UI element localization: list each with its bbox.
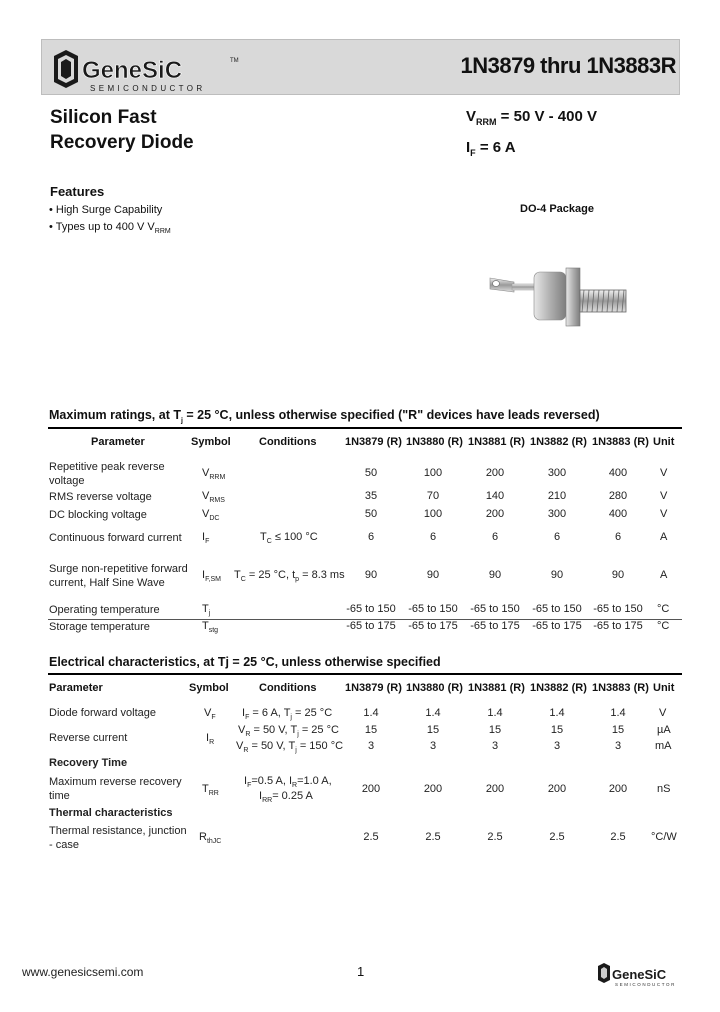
- symbol-cell: $I_{F,SM}$: [202, 569, 222, 584]
- value-cell: 6: [614, 531, 622, 543]
- value-cell: -65 to 150: [470, 603, 520, 615]
- symbol-cell: $V_{DC}$: [202, 508, 220, 523]
- symbol-cell: $T_{RR}$: [202, 783, 219, 798]
- value-cell: 3: [553, 740, 561, 752]
- col-header: 1N3879 (R): [345, 682, 402, 694]
- conditions-cell: $I_{RR}= 0.25$ A: [259, 790, 313, 805]
- value-cell: 1.4: [549, 707, 565, 719]
- unit-cell: °C: [657, 603, 670, 615]
- value-cell: 200: [485, 508, 505, 520]
- col-header: Symbol: [191, 436, 231, 448]
- value-cell: 90: [611, 569, 625, 581]
- value-cell: -65 to 150: [532, 603, 582, 615]
- value-cell: 90: [550, 569, 564, 581]
- symbol-cell: $R_{thJC}$: [199, 831, 222, 846]
- symbol-cell: $V_{RRM}$: [202, 467, 226, 482]
- value-cell: 140: [485, 490, 505, 502]
- value-cell: 400: [608, 508, 628, 520]
- footer-logo-tagline: SEMICONDUCTOR: [615, 982, 676, 987]
- value-cell: 90: [426, 569, 440, 581]
- value-cell: -65 to 175: [593, 620, 643, 632]
- col-header: Unit: [653, 436, 675, 448]
- value-cell: -65 to 150: [593, 603, 643, 615]
- value-cell: -65 to 150: [408, 603, 458, 615]
- conditions-cell: $T_C = 25$ °C, $t_p = 8.3$ ms: [234, 569, 345, 584]
- logo-tagline: SEMICONDUCTOR: [90, 84, 206, 93]
- value-cell: 200: [485, 467, 505, 479]
- unit-cell: V: [659, 707, 667, 719]
- param-cell: Repetitive peak reverse voltage: [49, 461, 165, 487]
- value-cell: 3: [367, 740, 375, 752]
- value-cell: 100: [423, 467, 443, 479]
- value-cell: 2.5: [487, 831, 503, 843]
- footer-logo: [596, 960, 702, 988]
- value-cell: 210: [547, 490, 567, 502]
- value-cell: 200: [608, 783, 628, 795]
- symbol-cell: $T_{stg}$: [202, 620, 219, 635]
- divider: [48, 619, 682, 620]
- value-cell: 3: [614, 740, 622, 752]
- param-cell: Maximum reverse recovery time: [49, 776, 182, 802]
- value-cell: -65 to 175: [408, 620, 458, 632]
- features-heading: Features: [50, 184, 105, 199]
- value-cell: 15: [611, 724, 625, 736]
- col-header: Symbol: [189, 682, 229, 694]
- spec-vrrm: $V_{RRM} = 50$ V - 400 V: [466, 108, 597, 127]
- param-cell: Operating temperature: [49, 604, 160, 616]
- max-ratings-table: [48, 427, 682, 642]
- value-cell: 2.5: [610, 831, 626, 843]
- col-header: 1N3880 (R): [406, 682, 463, 694]
- value-cell: 50: [364, 508, 378, 520]
- diode-package-image: [484, 262, 634, 337]
- value-cell: 200: [361, 783, 381, 795]
- thermal-heading: Thermal characteristics: [49, 807, 173, 819]
- conditions-cell: $V_R = 50$ V, $T_j = 150$ °C: [236, 740, 344, 755]
- spec-if: $I_F = 6$ A: [466, 139, 516, 158]
- part-number: 1N3879 thru 1N3883R: [460, 53, 676, 78]
- param-cell: Surge non-repetitive forward current, Half Sine Wave: [49, 563, 188, 589]
- value-cell: 50: [364, 467, 378, 479]
- package-label: DO-4 Package: [520, 203, 594, 215]
- title-line1: Silicon Fast: [50, 107, 157, 128]
- value-cell: 200: [547, 783, 567, 795]
- value-cell: 6: [367, 531, 375, 543]
- conditions-cell: $T_C \le 100$ °C: [260, 531, 318, 546]
- value-cell: 1.4: [363, 707, 379, 719]
- col-header: 1N3882 (R): [530, 682, 587, 694]
- value-cell: 300: [547, 508, 567, 520]
- param-cell: Thermal resistance, junction - case: [49, 825, 187, 851]
- value-cell: 1.4: [610, 707, 626, 719]
- col-header: 1N3879 (R): [345, 436, 402, 448]
- value-cell: -65 to 175: [346, 620, 396, 632]
- symbol-cell: $T_j$: [202, 603, 211, 618]
- value-cell: 1.4: [487, 707, 503, 719]
- conditions-cell: $I_F=0.5$ A, $I_R=1.0$ A,: [244, 775, 332, 790]
- value-cell: 2.5: [549, 831, 565, 843]
- value-cell: -65 to 175: [470, 620, 520, 632]
- col-header: Unit: [653, 682, 675, 694]
- param-cell: RMS reverse voltage: [49, 491, 152, 503]
- value-cell: 280: [608, 490, 628, 502]
- value-cell: 300: [547, 467, 567, 479]
- unit-cell: °C/W: [651, 831, 677, 843]
- param-cell: Diode forward voltage: [49, 707, 157, 719]
- value-cell: 100: [423, 508, 443, 520]
- conditions-cell: $V_R = 50$ V, $T_j = 25$ °C: [238, 724, 339, 739]
- genesic-logo: [52, 48, 242, 94]
- unit-cell: A: [660, 569, 668, 581]
- col-header: Conditions: [259, 436, 317, 448]
- product-title: [50, 105, 194, 155]
- value-cell: 15: [488, 724, 502, 736]
- value-cell: 90: [488, 569, 502, 581]
- conditions-cell: $I_F = 6$ A, $T_j = 25$ °C: [242, 707, 333, 722]
- footer-logo-text: GeneSiC: [612, 967, 667, 982]
- max-ratings-heading: Maximum ratings, at $T_j = 25$ °C, unless otherwise specified ("R" devices have leads reversed): [49, 408, 600, 425]
- param-cell: Continuous forward current: [49, 532, 182, 544]
- value-cell: 2.5: [363, 831, 379, 843]
- unit-cell: mA: [655, 740, 672, 752]
- unit-cell: A: [660, 531, 668, 543]
- value-cell: 90: [364, 569, 378, 581]
- value-cell: 1.4: [425, 707, 441, 719]
- value-cell: 200: [485, 783, 505, 795]
- value-cell: 35: [364, 490, 378, 502]
- value-cell: 6: [429, 531, 437, 543]
- electrical-heading: Electrical characteristics, at Tj = 25 °C, unless otherwise specified: [49, 655, 441, 669]
- col-header: 1N3882 (R): [530, 436, 587, 448]
- value-cell: 3: [429, 740, 437, 752]
- value-cell: 200: [423, 783, 443, 795]
- feature-item: • High Surge Capability: [49, 204, 163, 216]
- param-cell: Storage temperature: [49, 621, 150, 633]
- value-cell: 2.5: [425, 831, 441, 843]
- key-specs: [466, 104, 597, 166]
- param-cell: DC blocking voltage: [49, 509, 147, 521]
- col-header: 1N3881 (R): [468, 682, 525, 694]
- param-cell: Reverse current: [49, 732, 128, 744]
- footer-url[interactable]: www.genesicsemi.com: [22, 965, 144, 979]
- features-list: [49, 202, 171, 240]
- logo-tm: TM: [230, 58, 239, 64]
- unit-cell: V: [660, 508, 668, 520]
- symbol-cell: $V_{RMS}$: [202, 490, 225, 505]
- value-cell: 400: [608, 467, 628, 479]
- page-number: 1: [357, 964, 365, 979]
- unit-cell: V: [660, 467, 668, 479]
- col-header: Conditions: [259, 682, 317, 694]
- value-cell: 6: [553, 531, 561, 543]
- value-cell: 6: [491, 531, 499, 543]
- unit-cell: °C: [657, 620, 670, 632]
- col-header: 1N3883 (R): [592, 436, 649, 448]
- feature-item: • Types up to 400 V $V_{RRM}$: [49, 221, 171, 236]
- value-cell: 15: [364, 724, 378, 736]
- value-cell: 15: [426, 724, 440, 736]
- title-line2: Recovery Diode: [50, 132, 194, 153]
- electrical-table: [48, 673, 682, 863]
- col-header: 1N3883 (R): [592, 682, 649, 694]
- col-header: Parameter: [49, 682, 103, 694]
- unit-cell: V: [660, 490, 668, 502]
- value-cell: -65 to 175: [532, 620, 582, 632]
- value-cell: 3: [491, 740, 499, 752]
- recovery-heading: Recovery Time: [49, 757, 128, 769]
- col-header: Parameter: [91, 436, 145, 448]
- col-header: 1N3881 (R): [468, 436, 525, 448]
- value-cell: 15: [550, 724, 564, 736]
- symbol-cell: $V_F$: [204, 707, 216, 722]
- value-cell: -65 to 150: [346, 603, 396, 615]
- symbol-cell: $I_R$: [206, 732, 215, 747]
- symbol-cell: $I_F$: [202, 531, 210, 546]
- unit-cell: nS: [657, 783, 671, 795]
- col-header: 1N3880 (R): [406, 436, 463, 448]
- unit-cell: µA: [657, 724, 671, 736]
- logo-brand-text: GeneSiC: [82, 57, 183, 84]
- value-cell: 70: [426, 490, 440, 502]
